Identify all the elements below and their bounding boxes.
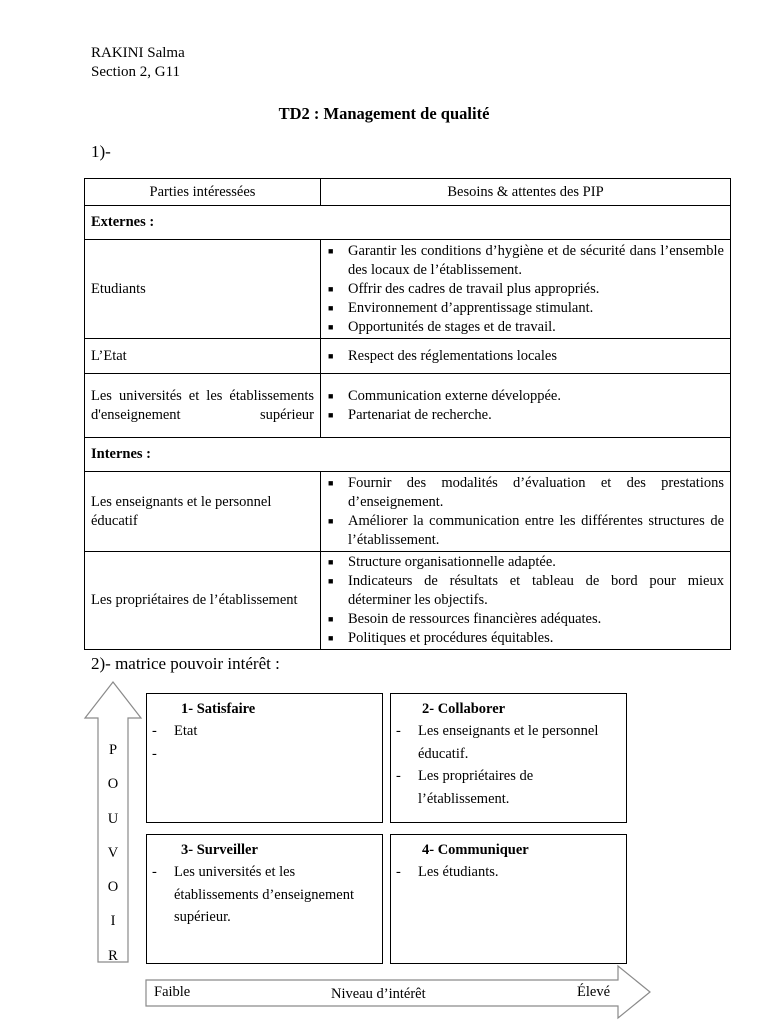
power-letter: O [107, 879, 119, 896]
square-bullet-icon: ■ [328, 633, 334, 643]
need-item: ■ Environnement d’apprentissage stimulant. [328, 299, 594, 316]
page-title: TD2 : Management de qualité [278, 104, 490, 123]
section-internes: Internes : [85, 438, 731, 472]
power-letter: P [108, 742, 118, 758]
stakeholder-table [84, 178, 731, 650]
quadrant-title: 3- Surveiller [181, 842, 258, 858]
quadrant-item: - Etat [152, 723, 198, 739]
power-letter: U [107, 810, 119, 827]
party-cell: L’Etat [85, 339, 321, 374]
author-name: RAKINI Salma [91, 45, 185, 61]
need-item: ■ Améliorer la communication entre les différentes structures de l’établissement. [328, 512, 724, 548]
question-2-label: 2)- matrice pouvoir intérêt : [91, 654, 280, 673]
needs-cell [321, 374, 731, 438]
square-bullet-icon: ■ [328, 321, 334, 332]
need-item: ■ Structure organisationnelle adaptée. [328, 554, 556, 570]
need-item: ■ Besoin de ressources financières adéquates. [328, 611, 602, 627]
power-axis-label [107, 733, 119, 973]
quadrant-communiquer [390, 834, 627, 964]
square-bullet-icon: ■ [328, 614, 334, 624]
needs-cell [321, 552, 731, 650]
square-bullet-icon: ■ [328, 245, 334, 256]
party-cell: Les propriétaires de l’établissement [85, 552, 321, 650]
square-bullet-icon: ■ [328, 283, 334, 294]
needs-cell [321, 472, 731, 552]
needs-cell [321, 339, 731, 374]
col-header-parties: Parties intéressées [85, 179, 321, 206]
interest-high-label: Élevé [577, 984, 611, 1000]
table-row [85, 472, 731, 552]
table-row [85, 552, 731, 650]
need-item: ■ Politiques et procédures équitables. [328, 630, 554, 646]
col-header-needs: Besoins & attentes des PIP [321, 179, 731, 206]
quadrant-item: - Les étudiants. [396, 864, 499, 880]
square-bullet-icon: ■ [328, 557, 334, 567]
power-letter: I [110, 913, 116, 930]
need-item: ■ Offrir des cadres de travail plus appropriés. [328, 280, 600, 297]
quadrant-collaborer [390, 693, 627, 823]
square-bullet-icon: ■ [328, 576, 334, 586]
table-row [85, 374, 731, 438]
quadrant-item: - Les enseignants et le personnel éducatif. [396, 723, 599, 762]
need-item: ■ Partenariat de recherche. [328, 406, 492, 423]
need-item: ■ Opportunités de stages et de travail. [328, 318, 556, 335]
need-item: ■ Garantir les conditions d’hygiène et de sécurité dans l’ensemble des locaux de l’établissement. [328, 242, 724, 278]
interest-low-label: Faible [154, 984, 191, 1000]
power-letter: R [108, 947, 118, 964]
need-item: ■ Respect des réglementations locales [328, 347, 557, 364]
quadrant-title: 1- Satisfaire [181, 701, 256, 717]
square-bullet-icon: ■ [328, 350, 334, 361]
quadrant-surveiller [146, 834, 383, 964]
party-cell: Les universités et les établissements d'enseignement supérieur [85, 374, 321, 438]
party-cell: Etudiants [85, 240, 321, 339]
power-letter: O [107, 776, 119, 793]
table-row [85, 240, 731, 339]
interest-axis-label: Niveau d’intérêt [331, 986, 426, 1002]
quadrant-satisfaire: 1- Satisfaire - Etat - [146, 693, 383, 823]
need-item: ■ Fournir des modalités d’évaluation et des prestations d’enseignement. [328, 474, 724, 510]
quadrant-item: - Les propriétaires de l’établissement. [396, 768, 534, 807]
square-bullet-icon: ■ [328, 477, 334, 488]
question-1-label: 1)- [91, 142, 111, 161]
quadrant-item: - Les universités et les établissements d’enseignement supérieur. [152, 864, 354, 925]
quadrant-title: 4- Communiquer [422, 842, 529, 858]
square-bullet-icon: ■ [328, 390, 334, 401]
quadrant-title: 2- Collaborer [422, 701, 506, 717]
power-letter: V [107, 844, 119, 861]
party-cell: Les enseignants et le personnel éducatif [85, 472, 321, 552]
section-externes: Externes : [85, 206, 731, 240]
square-bullet-icon: ■ [328, 302, 334, 313]
need-item: ■ Indicateurs de résultats et tableau de bord pour mieux déterminer les objectifs. [328, 573, 724, 608]
table-row [85, 339, 731, 374]
needs-cell [321, 240, 731, 339]
need-item: ■ Communication externe développée. [328, 387, 561, 404]
square-bullet-icon: ■ [328, 409, 334, 420]
square-bullet-icon: ■ [328, 515, 334, 526]
section-group: Section 2, G11 [91, 64, 181, 80]
